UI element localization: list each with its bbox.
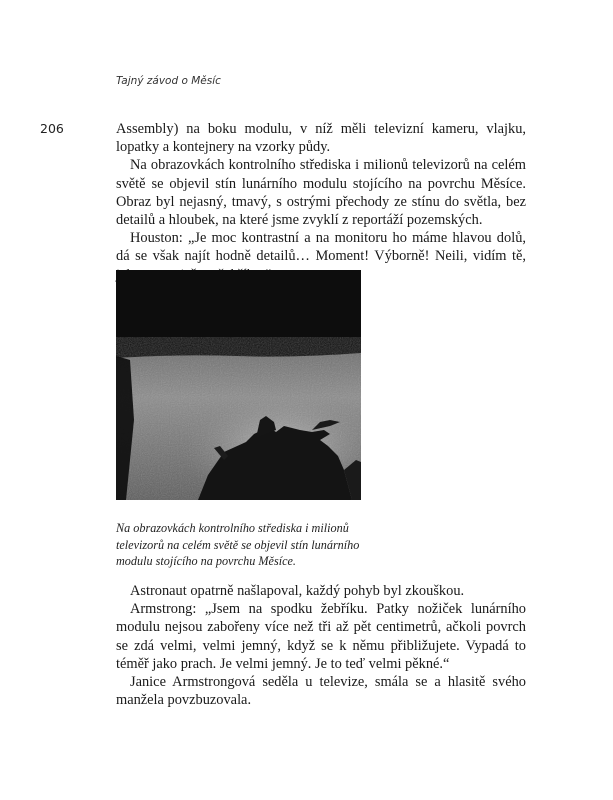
- caption-line: Na obrazovkách kontrolního střediska i milionů: [116, 521, 349, 535]
- figure-caption: [116, 520, 366, 570]
- body-text-top: [116, 120, 526, 284]
- paragraph: Janice Armstrongová seděla u televize, smála se a hlasitě svého manžela povzbuzovala.: [116, 674, 526, 709]
- caption-line: modulu stojícího na povrchu Měsíce.: [116, 554, 296, 568]
- paragraph: Houston: „Je moc kontrastní a na monitoru ho máme hlavou dolů, dá se však najít hodně detailů… Moment! Výborně! Neili, vidím tě,: [116, 230, 526, 265]
- paragraph: Assembly) na boku modulu, v níž měli televizní kameru, vlajku, lopatky a kontejnery na vzorky půdy.: [116, 121, 526, 156]
- running-head: Tajný závod o Měsíc: [116, 75, 221, 87]
- paragraph: Na obrazovkách kontrolního střediska i milionů televizorů na celém světě se objevil stín lunárního modulu stojícího na povrchu Měsíce. Obraz byl nejasný, tmavý, s ostrými přechody ze stínu do světla, bez detailů a hloubek, na které jsme zvyklí z reportáží pozemských.: [116, 157, 526, 229]
- page-number: 206: [40, 121, 64, 136]
- lunar-module-shadow-image: [116, 270, 361, 500]
- paragraph: Armstrong: „Jsem na spodku žebříku. Patky nožiček lunárního modulu nejsou zabořeny více než tři až pět centimetrů, ačkoli povrch se zdá velmi, velmi jemný, když se k němu přibližujete. Vypadá to téměř jako prach. Je velmi jemný. Je to teď velmi pěkné.“: [116, 601, 526, 672]
- paragraph: Astronaut opatrně našlapoval, každý pohyb byl zkouškou.: [130, 583, 465, 599]
- caption-line: televizorů na celém světě se objevil stín lunárního: [116, 537, 360, 552]
- moon-surface-photo: [116, 270, 361, 500]
- body-text-bottom: [116, 582, 526, 709]
